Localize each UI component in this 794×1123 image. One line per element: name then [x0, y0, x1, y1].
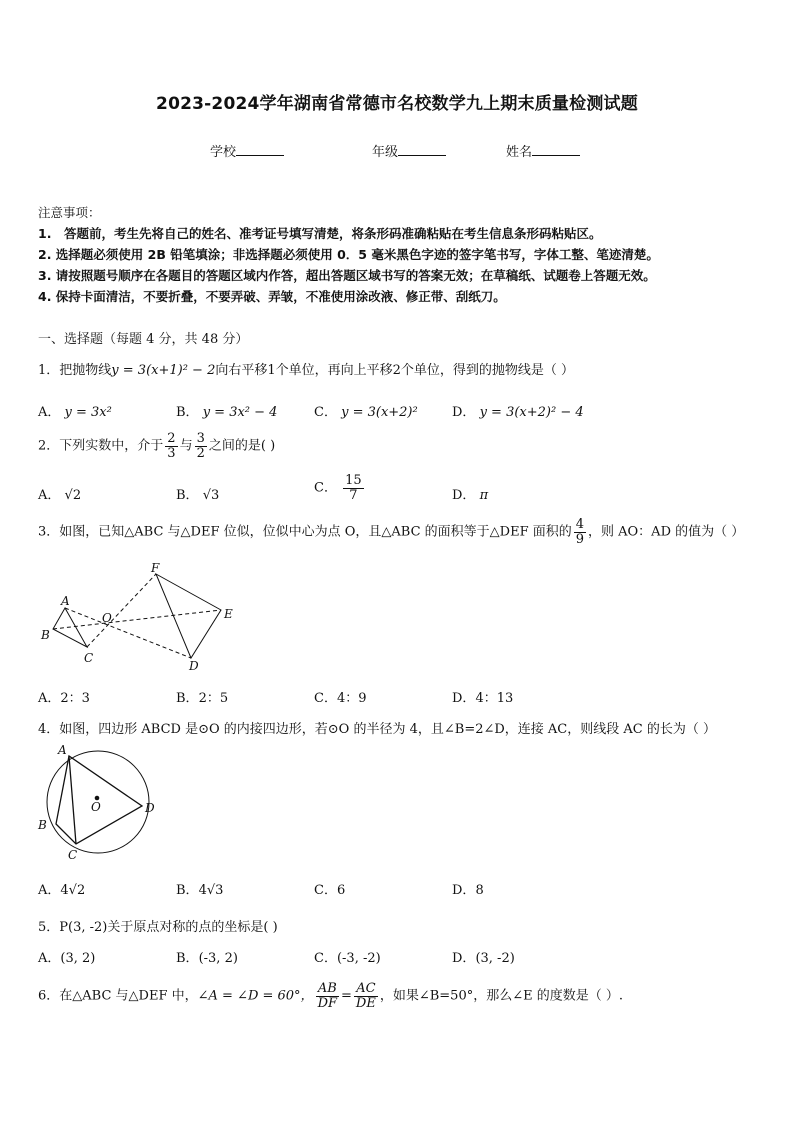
option-a[interactable] [38, 687, 90, 706]
option-label: A． [38, 488, 61, 503]
question-text: 如图，四边形 ABCD 是⊙O 的内接四边形，若⊙O 的半径为 4，且∠B=2∠D，连接 AC，则线段 AC 的长为（ ） [59, 722, 716, 737]
question-number: 4． [38, 722, 60, 737]
label-f: F [151, 561, 160, 575]
option-d[interactable] [452, 947, 515, 966]
option-label: C． [314, 951, 337, 966]
label-e: E [224, 607, 233, 621]
option-label: B． [176, 405, 199, 420]
option-value: (-3, -2) [336, 951, 381, 966]
option-value: y = 3x² − 4 [202, 405, 278, 420]
option-value: √3 [202, 488, 220, 503]
option-b[interactable] [176, 484, 219, 503]
option-value: (-3, 2) [198, 951, 238, 966]
school-blank [236, 143, 284, 156]
math-expression: y = 3(x+1)² − 2 [111, 363, 216, 378]
label-b: B [38, 818, 47, 832]
option-label: C． [314, 883, 337, 898]
option-label: B． [176, 951, 199, 966]
label-d: D [189, 659, 199, 673]
question-number: 6． [38, 988, 60, 1004]
question-1 [38, 359, 574, 378]
option-a[interactable] [38, 879, 85, 898]
option-value: y = 3(x+2)² − 4 [479, 405, 584, 420]
label-a: A [61, 594, 70, 608]
option-label: D． [452, 951, 476, 966]
numerator: AB [316, 982, 339, 997]
option-c[interactable] [314, 879, 345, 898]
option-b[interactable] [176, 401, 277, 420]
fraction [165, 432, 177, 460]
numerator: 3 [196, 431, 205, 446]
option-d[interactable] [452, 484, 488, 503]
question-text: P(3, -2)关于原点对称的点的坐标是( ) [59, 920, 278, 935]
question-text: 之间的是( ) [208, 438, 276, 454]
name-field [506, 141, 580, 160]
label-c: C [84, 651, 94, 665]
option-label: B． [176, 488, 199, 503]
denominator: DE [355, 995, 376, 1011]
question-5 [38, 916, 278, 935]
option-d[interactable] [452, 401, 584, 420]
option-value: √2 [64, 488, 82, 503]
option-label: A． [38, 691, 61, 706]
option-b[interactable] [176, 947, 238, 966]
option-label: A． [38, 405, 61, 420]
fraction [316, 982, 339, 1010]
section-heading: 一、选择题（每题 4 分，共 48 分） [38, 332, 249, 347]
question-text: 向右平移1个单位，再向上平移2个单位，得到的抛物线是（ ） [215, 363, 575, 378]
option-label: C． [314, 480, 337, 496]
question-3 [38, 518, 744, 546]
option-value: 6 [336, 883, 346, 898]
fraction [343, 474, 364, 502]
option-value: 4√3 [198, 883, 224, 898]
option-label: A． [38, 883, 61, 898]
question-6 [38, 982, 623, 1010]
note-item: 1. 答题前，考生先将自己的姓名、准考证号填写清楚，将条形码准确粘贴在考生信息条形码粘贴区。 [38, 226, 602, 241]
label-c: C [68, 848, 78, 862]
option-value: 4√2 [60, 883, 86, 898]
question-text: ，则 AO：AD 的值为（ ） [588, 524, 745, 540]
option-label: C． [314, 691, 337, 706]
numerator: 4 [575, 517, 584, 532]
denominator: DF [317, 995, 338, 1011]
question-text: ，如果∠B=50°，那么∠E 的度数是（ ）. [379, 988, 624, 1004]
option-c[interactable] [314, 401, 418, 420]
option-value: 8 [475, 883, 484, 898]
dashed-line-cf [87, 574, 156, 647]
denominator: 7 [349, 487, 358, 503]
option-b[interactable] [176, 687, 228, 706]
question-text: 在△ABC 与△DEF 中， [59, 988, 198, 1004]
question-text: 把抛物线 [59, 363, 112, 378]
notes-heading: 注意事项： [38, 205, 101, 220]
question-number: 1． [38, 363, 60, 378]
label-b: B [41, 628, 50, 642]
question-2 [38, 432, 275, 460]
question-text: 如图，已知△ABC 与△DEF 位似，位似中心为点 O，且△ABC 的面积等于△DEF 面积的 [59, 524, 572, 540]
option-c[interactable] [314, 687, 367, 706]
option-value: (3, -2) [475, 951, 515, 966]
question-number: 5． [38, 920, 60, 935]
option-value: π [479, 488, 489, 503]
school-label: 学校 [210, 145, 237, 160]
option-value: y = 3(x+2)² [341, 405, 418, 420]
option-label: D． [452, 883, 476, 898]
grade-field [372, 141, 446, 160]
option-c[interactable] [314, 474, 366, 502]
option-label: B． [176, 691, 199, 706]
page-title: 2023-2024学年湖南省常德市名校数学九上期末质量检测试题 [156, 94, 638, 114]
option-value: 2：3 [60, 691, 90, 706]
option-a[interactable] [38, 401, 112, 420]
question-number: 2． [38, 438, 60, 454]
option-c[interactable] [314, 947, 381, 966]
math-expression: ∠A = ∠D = 60°， [197, 988, 314, 1004]
label-o: O [91, 800, 101, 814]
school-field [210, 141, 284, 160]
label-d: D [145, 801, 155, 815]
grade-blank [398, 143, 446, 156]
option-a[interactable] [38, 484, 81, 503]
label-o: O [102, 611, 112, 625]
fraction [354, 982, 378, 1010]
fraction [574, 518, 586, 546]
fraction [195, 432, 207, 460]
option-label: D． [452, 691, 476, 706]
grade-label: 年级 [372, 145, 399, 160]
name-label: 姓名 [506, 145, 533, 160]
label-a: A [58, 743, 67, 757]
option-label: B． [176, 883, 199, 898]
option-label: C． [314, 405, 337, 420]
note-item: 2. 选择题必须使用 2B 铅笔填涂；非选择题必须使用 0．5 毫米黑色字迹的签字笔书写，字体工整、笔迹清楚。 [38, 247, 659, 262]
numerator: 15 [345, 473, 362, 488]
option-value: (3, 2) [60, 951, 96, 966]
option-d[interactable] [452, 687, 513, 706]
option-value: 4：9 [336, 691, 367, 706]
option-label: D． [452, 405, 476, 420]
question-number: 3． [38, 524, 60, 540]
denominator: 3 [167, 445, 176, 461]
segment-ac [69, 756, 76, 844]
denominator: 2 [196, 445, 205, 461]
option-value: 4：13 [475, 691, 514, 706]
option-b[interactable] [176, 879, 223, 898]
option-label: A． [38, 951, 61, 966]
note-item: 3. 请按照题号顺序在各题目的答题区域内作答，超出答题区域书写的答案无效；在草稿纸、试题卷上答题无效。 [38, 268, 656, 283]
option-value: 2：5 [198, 691, 229, 706]
option-a[interactable] [38, 947, 95, 966]
note-item: 4. 保持卡面清洁，不要折叠，不要弄破、弄皱，不准使用涂改液、修正带、刮纸刀。 [38, 289, 506, 304]
question-4 [38, 718, 716, 737]
question-text: 下列实数中，介于 [59, 438, 164, 454]
numerator: 2 [167, 431, 176, 446]
equals-sign: = [341, 988, 352, 1004]
numerator: AC [354, 982, 378, 997]
circle-figure [34, 740, 164, 865]
homothety-figure [36, 558, 246, 673]
question-text: 与 [179, 438, 193, 454]
name-blank [532, 143, 580, 156]
option-value: y = 3x² [64, 405, 112, 420]
denominator: 9 [575, 531, 584, 547]
option-label: D． [452, 488, 476, 503]
option-d[interactable] [452, 879, 484, 898]
